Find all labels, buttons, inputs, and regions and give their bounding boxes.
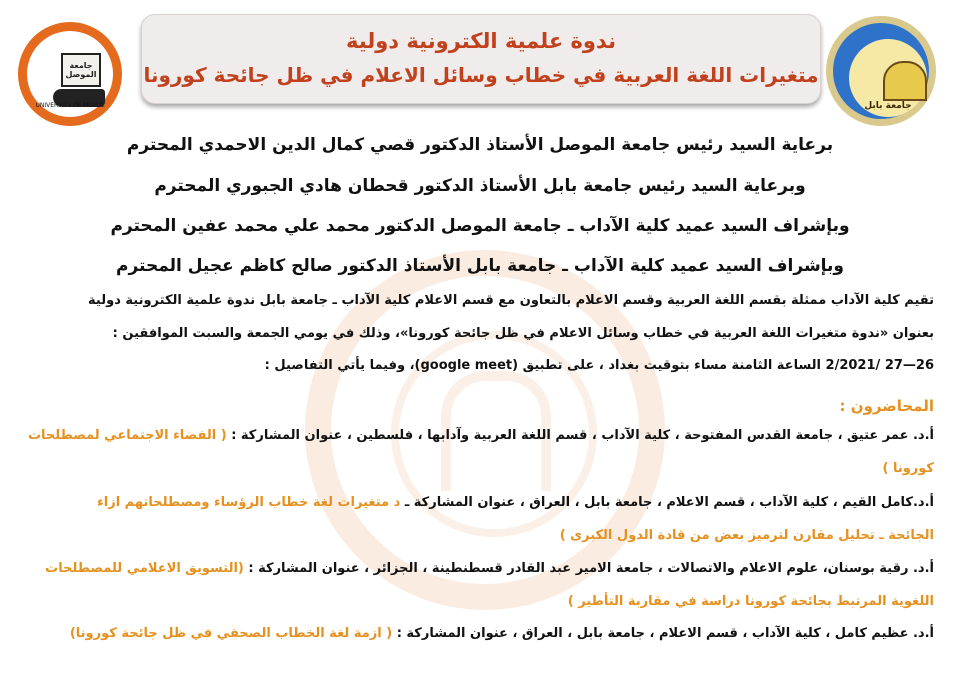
lecturer-topic-continued: اللغوية المرتبط بجائحة كورونا دراسة في مقاربة التأطير ) [567, 594, 934, 609]
lecturer-topic: د متغيرات لغة خطاب الرؤساء ومصطلحاتهم ازاء [97, 495, 405, 510]
lecturer-topic: (التسويق الاعلامي للمصطلحات [45, 561, 249, 576]
book-icon [61, 53, 101, 87]
lecturer-entry [45, 561, 934, 576]
lecturer-topic-continued: الجائحة ـ تحليل مقارن لترميز بعض من قادة الدول الكبرى ) [559, 528, 934, 543]
logo-core [849, 39, 927, 117]
lecturer-topic-continued: كورونا ) [882, 461, 934, 476]
lecturer-info: أ.د. عظيم كامل ، كلية الآداب ، قسم الاعلام ، جامعة بابل ، العراق ، عنوان المشاركة : [396, 626, 934, 641]
lecturers-heading: المحاضرون : [839, 397, 934, 415]
lecturer-info: أ.د. رقية بوسنان، علوم الاعلام والاتصالات ، جامعة الامير عبد القادر قسطنطينة ، الجزائر ، عنوان المشاركة : [248, 561, 934, 576]
lecturer-info: أ.د.كامل القيم ، كلية الآداب ، قسم الاعلام ، جامعة بابل ، العراق ، عنوان المشاركة ـ [404, 495, 934, 510]
lecturer-entry [97, 495, 934, 510]
intro-line: تقيم كلية الآداب ممثلة بقسم اللغة العربية وقسم الاعلام بالتعاون مع قسم الاعلام كلية الآداب ـ جامعة بابل ندوة علمية الكترونية دولية [88, 293, 934, 308]
sponsor-line: برعاية السيد رئيس جامعة الموصل الأستاذ الدكتور قصي كمال الدين الاحمدي المحترم [126, 135, 834, 155]
lecturer-topic: ( ازمة لغة الخطاب الصحفي في ظل جائحة كورونا) [69, 626, 397, 641]
sponsor-line: وبإشراف السيد عميد كلية الآداب ـ جامعة بابل الأستاذ الدكتور صالح كاظم عجيل المحترم [116, 256, 844, 276]
sponsor-line: وبإشراف السيد عميد كلية الآداب ـ جامعة الموصل الدكتور محمد علي محمد عفين المحترم [110, 216, 850, 236]
ishtar-gate-icon [883, 61, 927, 101]
lecturer-entry [70, 626, 934, 641]
intro-line: بعنوان «ندوة متغيرات اللغة العربية في خطاب وسائل الاعلام في ظل جائحة كورونا»، وذلك في يومي الجمعة والسبت الموافقين : [112, 326, 934, 341]
logo-label: جامعة بابل [864, 101, 912, 111]
logo-ring [833, 23, 929, 119]
logo-text: جامعة الموصل [65, 61, 97, 79]
lecturer-info: أ.د. عمر عتيق ، جامعة القدس المفتوحة ، كلية الآداب ، قسم اللغة العربية وآدابها ، فلسطين ، عنوان المشاركة : [231, 428, 934, 443]
banner-title: ندوة علمية الكترونية دولية [346, 29, 616, 53]
banner-subtitle: متغيرات اللغة العربية في خطاب وسائل الاعلام في ظل جائحة كورونا [143, 63, 819, 87]
sponsor-line: وبرعاية السيد رئيس جامعة بابل الأستاذ الدكتور قحطان هادي الجبوري المحترم [154, 176, 806, 196]
lecturer-entry [28, 428, 934, 443]
logo-ribbon-text: UNIVERSITY OF MOSUL [35, 102, 105, 109]
lecturer-topic: ( الفضاء الاجتماعي لمصطلحات [27, 428, 232, 443]
header-banner [141, 14, 821, 104]
intro-line: 26—27 /2/2021 الساعة الثامنة مساء بتوقيت بغداد ، على تطبيق (google meet)، وفيما يأتي التفاصيل : [264, 358, 934, 373]
university-of-babylon-logo [826, 16, 936, 126]
university-of-mosul-logo [18, 22, 122, 126]
